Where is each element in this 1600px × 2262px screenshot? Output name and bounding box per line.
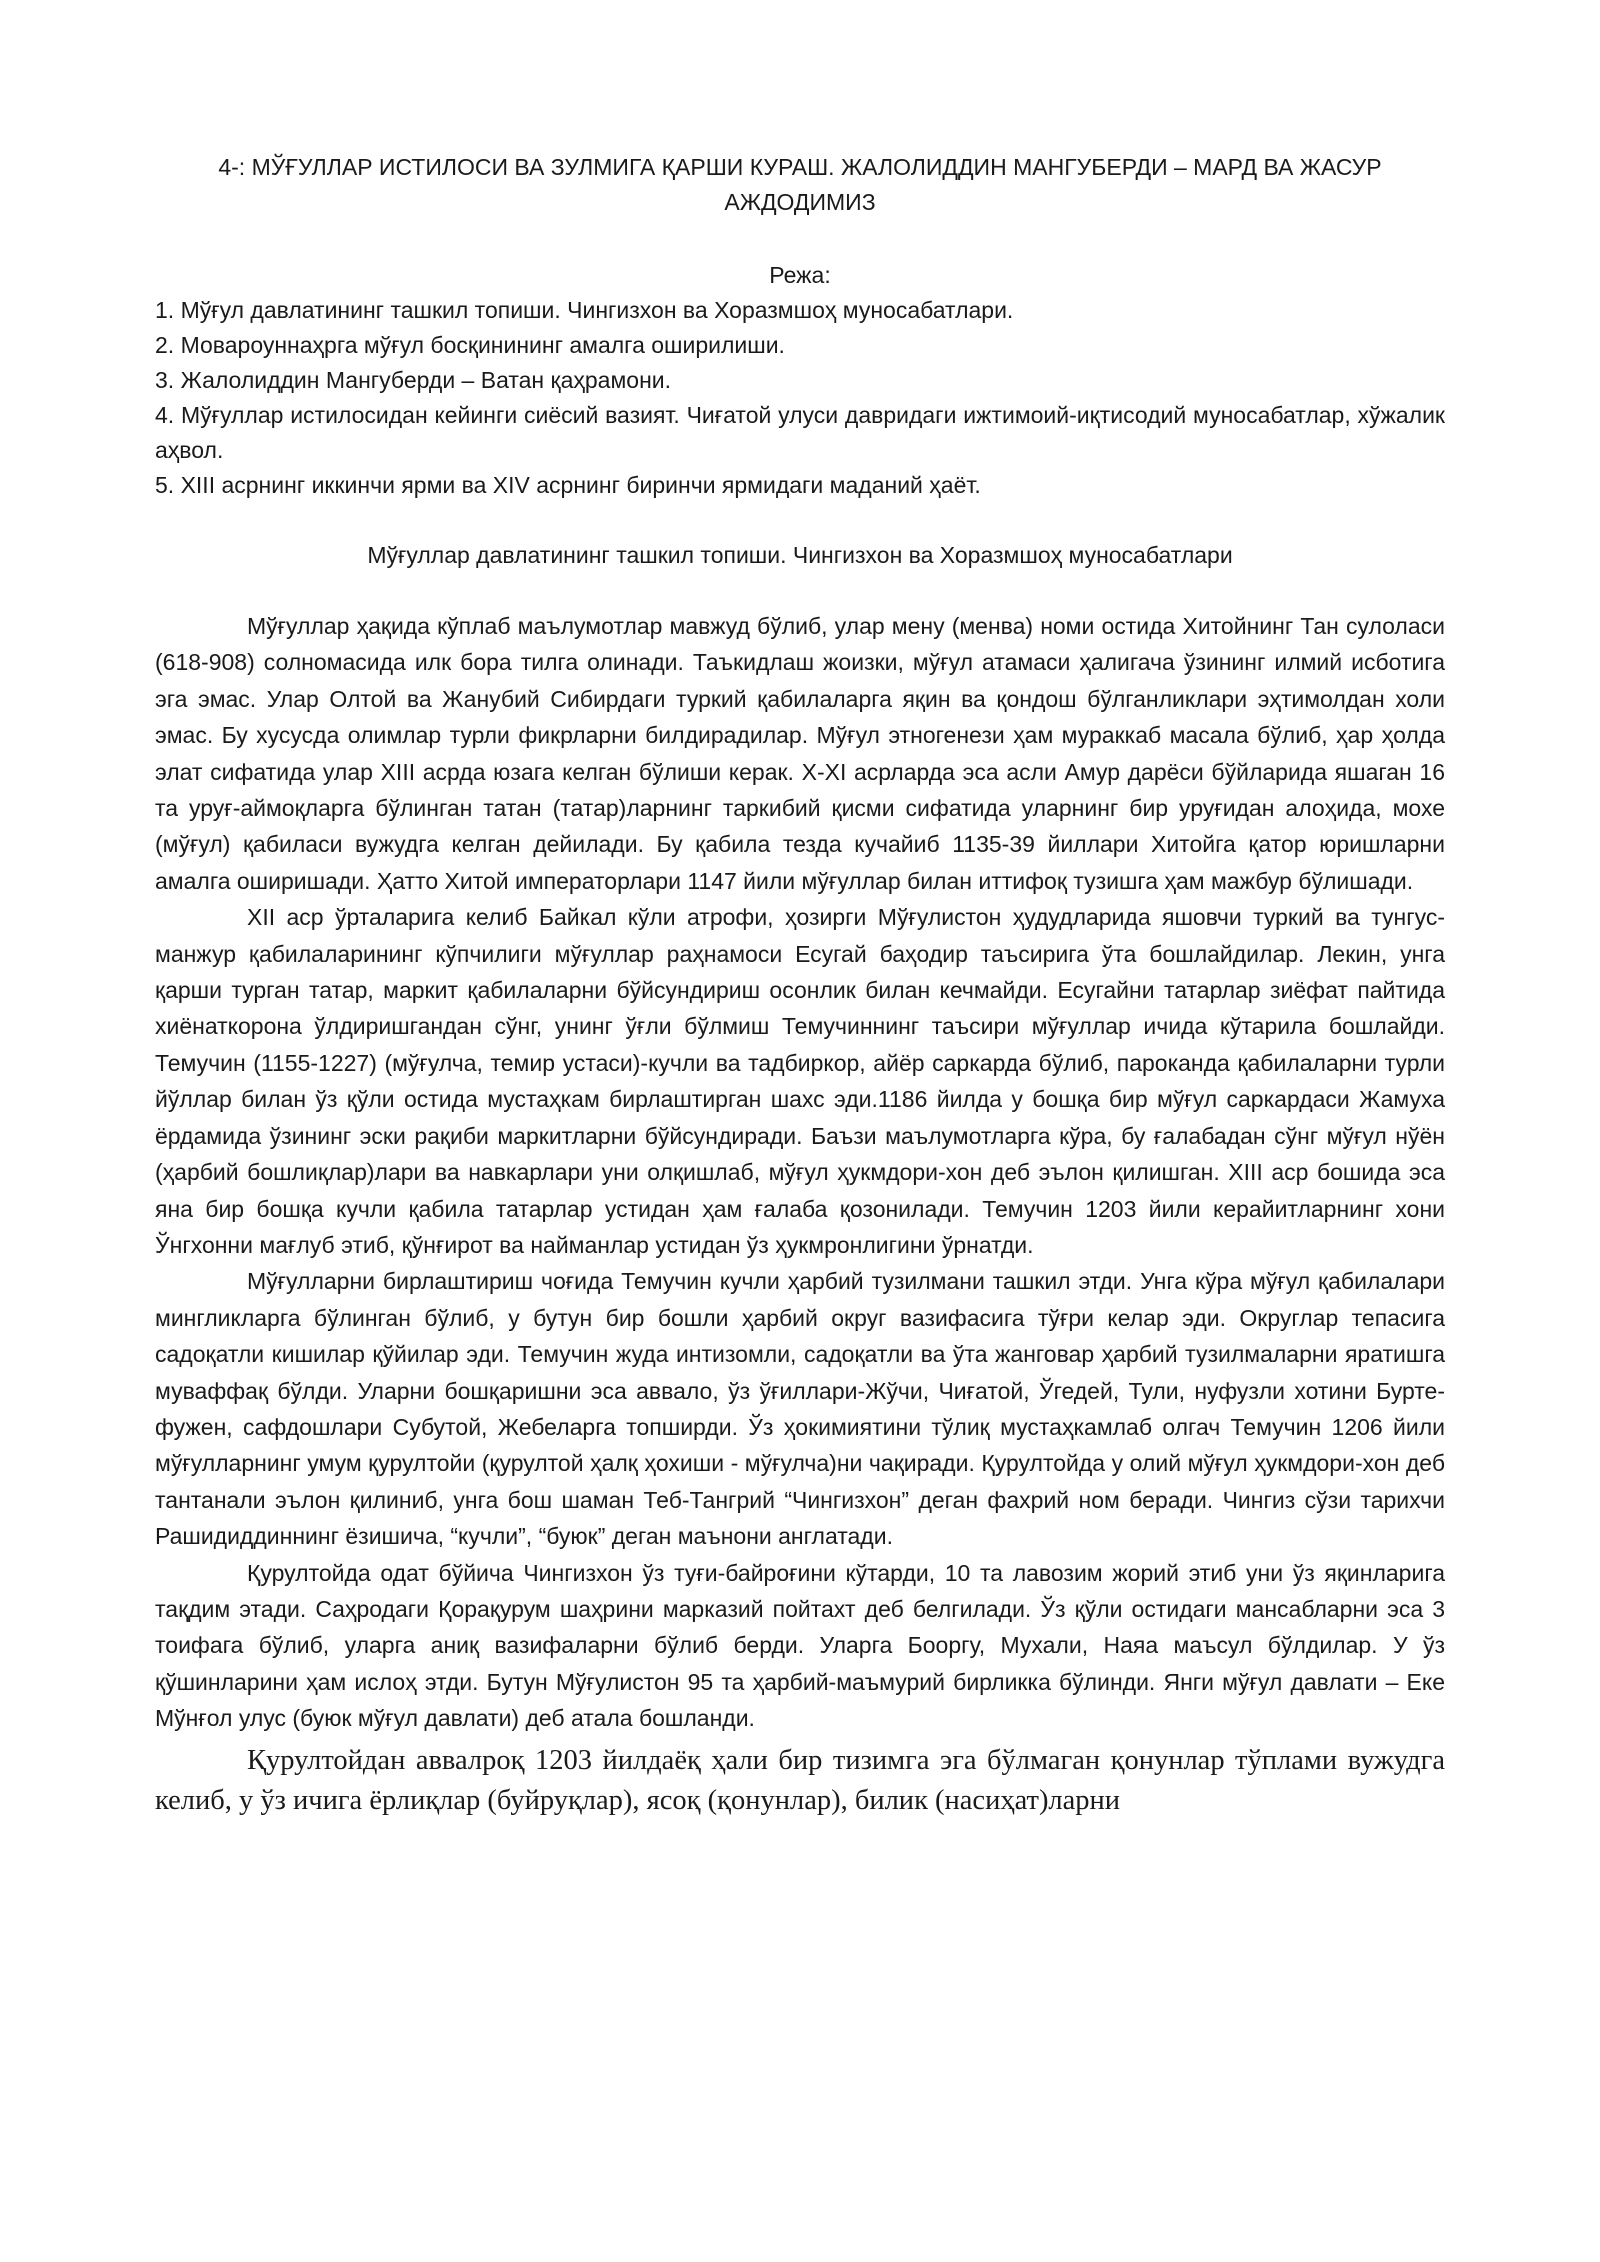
document-page bbox=[155, 150, 1445, 1821]
body-paragraph: Мўғуллар ҳақида кўплаб маълумотлар мавжуд бўлиб, улар мену (менва) номи остида Хитойнинг Тан сулоласи (618-908) солномасида илк бора тилга олинади. Таъкидлаш жоизки, мўғул атамаси ҳалигача ўзининг илмий исботига эга эмас. Улар Олтой ва Жанубий Сибирдаги туркий қабилаларга яқин ва қондош бўлганликлари эҳтимолдан холи эмас. Бу хусусда олимлар турли фикрларни билдирадилар. Мўғул этногенези ҳам мураккаб масала бўлиб, ҳар ҳолда элат сифатида улар XIII асрда юзага келган бўлиши керак. X-XI асрларда эса асли Амур дарёси бўйларида яшаган 16 та уруғ-аймоқларга бўлинган татан (татар)ларнинг таркибий қисми сифатида уларнинг бир уруғидан алоҳида, мохе (мўғул) қабиласи вужудга келган дейилади. Бу қабила тезда кучайиб 1135-39 йиллари Хитойга қатор юришларни амалга оширишади. Ҳатто Хитой императорлари 1147 йили мўғуллар билан иттифоқ тузишга ҳам мажбур бўлишади. bbox=[155, 613, 1445, 894]
body-paragraph: XII аср ўрталарига келиб Байкал кўли атрофи, ҳозирги Мўғулистон ҳудудларида яшовчи туркий ва тунгус-манжур қабилаларининг кўпчилиги мўғуллар раҳнамоси Есугай баҳодир таъсирига ўта бошлайдилар. Лекин, унга қарши турган татар, маркит қабилаларни бўйсундириш осонлик билан кечмайди. Есугайни татарлар зиёфат пайтида хиёнаткорона ўлдиришгандан сўнг, унинг ўғли бўлмиш Темучиннинг таъсири мўғуллар ичида кўтарила бошлайди. Темучин (1155-1227) (мўғулча, темир устаси)-кучли ва тадбиркор, айёр саркарда бўлиб, пароканда қабилаларни турли йўллар билан ўз қўли остида мустаҳкам бирлаштирган шахс эди.1186 йилда у бошқа бир мўғул саркардаси Жамуха ёрдамида ўзининг эски рақиби маркитларни бўйсундиради. Баъзи маълумотларга кўра, бу ғалабадан сўнг мўғул нўён (ҳарбий бошлиқлар)лари ва навкарлари уни олқишлаб, мўғул ҳукмдори-хон деб эълон қилишган. XIII аср бошида эса яна бир бошқа кучли қабила татарлар устидан ҳам ғалаба қозонилади. Темучин 1203 йили керайитларнинг хони Ўнгхонни мағлуб этиб, қўнғирот ва найманлар устидан ўз ҳукмронлигини ўрнатди. bbox=[155, 904, 1445, 1258]
final-paragraph: Қурултойдан аввалроқ 1203 йилдаёқ ҳали бир тизимга эга бўлмаган қонунлар тўплами вужудга келиб, у ўз ичига ёрлиқлар (буйруқлар), ясоқ (қонунлар), билик (насиҳат)ларни bbox=[155, 1744, 1445, 1816]
section-heading: Мўғуллар давлатининг ташкил топиши. Чингизхон ва Хоразмшоҳ муносабатлари bbox=[367, 542, 1233, 568]
plan-item: 4. Мўғуллар истилосидан кейинги сиёсий вазият. Чиғатой улуси давридаги ижтимоий-иқтисодий муносабатлар, хўжалик аҳвол. bbox=[155, 402, 1445, 463]
plan-heading: Режа: bbox=[769, 262, 831, 288]
document-title: 4-: МЎҒУЛЛАР ИСТИЛОСИ ВА ЗУЛМИГА ҚАРШИ КУРАШ. ЖАЛОЛИДДИН МАНГУБЕРДИ – МАРД ВА ЖАСУР АЖДОДИМИЗ bbox=[218, 154, 1382, 215]
plan-list bbox=[155, 293, 1445, 503]
body-paragraph: Қурултойда одат бўйича Чингизхон ўз туғи-байроғини кўтарди, 10 та лавозим жорий этиб уни ўз яқинларига тақдим этади. Саҳродаги Қорақурум шаҳрини марказий пойтахт деб белгилади. Ўз қўли остидаги мансабларни эса 3 тоифага бўлиб, уларга аниқ вазифаларни бўлиб берди. Уларга Бооргу, Мухали, Наяа маъсул бўлдилар. У ўз қўшинларини ҳам ислоҳ этди. Бутун Мўғулистон 95 та ҳарбий-маъмурий бирликка бўлинди. Янги мўғул давлати – Еке Мўнғол улус (буюк мўғул давлати) деб атала бошланди. bbox=[155, 1559, 1445, 1732]
body-paragraph: Мўғулларни бирлаштириш чоғида Темучин кучли ҳарбий тузилмани ташкил этди. Унга кўра мўғул қабилалари мингликларга бўлинган бўлиб, у бутун бир бошли ҳарбий округ вазифасига тўғри келар эди. Округлар тепасига садоқатли кишилар қўйилар эди. Темучин жуда интизомли, садоқатли ва ўта жанговар ҳарбий тузилмаларни яратишга муваффақ бўлди. Уларни бошқаришни эса аввало, ўз ўғиллари-Жўчи, Чиғатой, Ўгедей, Тули, нуфузли хотини Бурте-фужен, сафдошлари Субутой, Жебеларга топширди. Ўз ҳокимиятини тўлиқ мустаҳкамлаб олгач Темучин 1206 йили мўғулларнинг умум қурултойи (қурултой ҳалқ ҳохиши - мўғулча)ни чақиради. Қурултойда у олий мўғул ҳукмдори-хон деб тантанали эълон қилиниб, унга бош шаман Теб-Тангрий “Чингизхон” деган фахрий ном беради. Чингиз сўзи тарихчи Рашидиддиннинг ёзишича, “кучли”, “буюк” деган маънони англатади. bbox=[155, 1268, 1445, 1550]
plan-item: 5. XIII асрнинг иккинчи ярми ва XIV асрнинг биринчи ярмидаги маданий ҳаёт. bbox=[155, 472, 981, 498]
plan-item: 2. Мовароуннаҳрга мўғул босқинининг амалга оширилиши. bbox=[155, 332, 785, 358]
plan-item: 3. Жалолиддин Мангуберди – Ватан қаҳрамони. bbox=[155, 367, 672, 393]
plan-item: 1. Мўғул давлатининг ташкил топиши. Чингизхон ва Хоразмшоҳ муносабатлари. bbox=[155, 297, 1014, 323]
